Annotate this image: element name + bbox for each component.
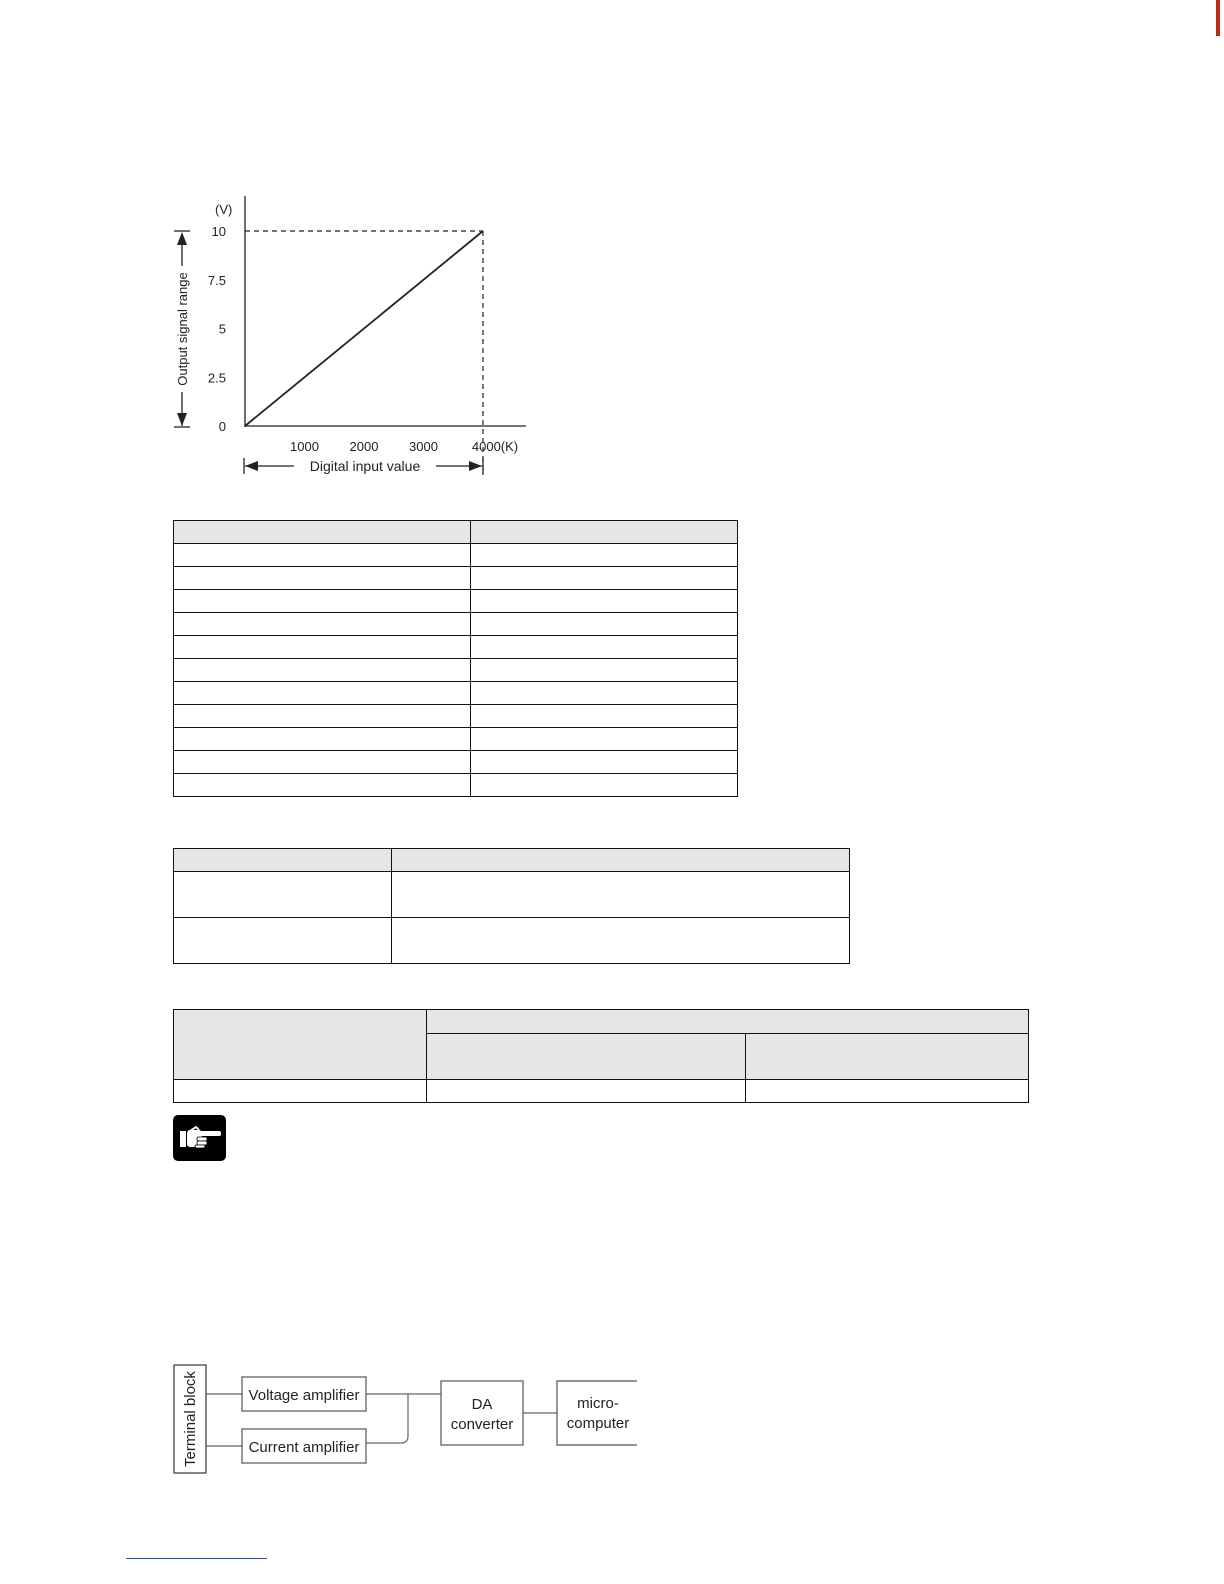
table-cell <box>174 1080 427 1103</box>
x-tick-label: 2000 <box>349 439 379 454</box>
table-cell <box>174 872 392 918</box>
table-cell <box>471 751 738 774</box>
table-cell <box>174 636 471 659</box>
table-2 <box>173 848 850 964</box>
table-cell <box>471 636 738 659</box>
x-tick-label: 1000 <box>290 439 319 454</box>
current-amplifier-label: Current amplifier <box>248 1439 360 1456</box>
table-row <box>174 636 738 659</box>
y-tick-label: 2.5 <box>207 370 226 386</box>
table-cell <box>174 918 392 964</box>
footer-link-underline <box>126 1558 267 1559</box>
table-cell <box>174 567 471 590</box>
y-tick-label: 10 <box>211 224 226 239</box>
voltage-amplifier-label: Voltage amplifier <box>248 1387 360 1404</box>
table-cell <box>471 544 738 567</box>
y-unit-label: (V) <box>215 202 233 217</box>
table-2-header-row <box>174 849 850 872</box>
table-row <box>174 728 738 751</box>
table-row <box>174 918 850 964</box>
page-edge-mark <box>1216 0 1220 36</box>
y-range-up-arrow <box>177 232 187 245</box>
table-row <box>174 590 738 613</box>
table-cell <box>174 774 471 797</box>
table-cell <box>174 544 471 567</box>
table-3-header-cell <box>174 1010 427 1080</box>
output-characteristic-chart <box>160 190 540 490</box>
y-tick-labels <box>208 224 226 434</box>
merge-connector-line <box>366 1394 408 1443</box>
x-tick-label: 4000(K) <box>471 439 519 454</box>
pointing-hand-icon <box>173 1115 226 1161</box>
y-range-down-arrow <box>177 413 187 426</box>
table-row <box>174 544 738 567</box>
da-converter-label-line1: DA <box>471 1396 493 1413</box>
table-cell <box>427 1080 746 1103</box>
table-row <box>174 705 738 728</box>
x-range-left-arrow <box>245 461 258 471</box>
microcomputer-box <box>557 1381 637 1445</box>
table-row <box>174 659 738 682</box>
x-tick-labels <box>290 439 518 454</box>
table-3-header-cell <box>427 1010 1029 1034</box>
x-axis-title: Digital input value <box>309 458 421 474</box>
table-3-header-cell <box>427 1034 746 1080</box>
table-row <box>174 682 738 705</box>
da-converter-box <box>441 1381 523 1445</box>
table-cell <box>392 872 850 918</box>
table-3-header-cell <box>746 1034 1029 1080</box>
table-2-header-cell <box>174 849 392 872</box>
table-cell <box>174 728 471 751</box>
block-diagram <box>165 1355 645 1485</box>
table-cell <box>471 567 738 590</box>
y-axis-title: Output signal range <box>175 272 190 386</box>
table-row <box>174 1080 1029 1103</box>
table-1 <box>173 520 738 797</box>
da-converter-label-line2: converter <box>450 1416 514 1433</box>
table-row <box>174 567 738 590</box>
table-cell <box>471 774 738 797</box>
table-cell <box>471 705 738 728</box>
table-cell <box>746 1080 1029 1103</box>
x-tick-label: 3000 <box>409 439 438 454</box>
microcomputer-label-line1: micro- <box>577 1395 619 1412</box>
microcomputer-label-line2: computer <box>566 1415 630 1432</box>
x-axis-title-group <box>244 458 483 474</box>
x-range-right-arrow <box>469 461 482 471</box>
y-tick-label: 5 <box>218 321 226 337</box>
table-cell <box>471 590 738 613</box>
table-cell <box>174 659 471 682</box>
table-cell <box>174 705 471 728</box>
table-cell <box>471 682 738 705</box>
table-2-header-cell <box>392 849 850 872</box>
table-cell <box>174 613 471 636</box>
table-cell <box>471 613 738 636</box>
table-row <box>174 751 738 774</box>
y-tick-label: 7.5 <box>207 272 226 288</box>
table-row <box>174 613 738 636</box>
table-row <box>174 774 738 797</box>
table-cell <box>471 659 738 682</box>
y-tick-label: 0 <box>218 419 226 434</box>
table-cell <box>392 918 850 964</box>
y-axis-title-group <box>174 231 190 427</box>
table-row <box>174 872 850 918</box>
table-cell <box>174 682 471 705</box>
table-cell <box>174 751 471 774</box>
output-series-line <box>245 231 483 426</box>
table-1-header-cell <box>174 521 471 544</box>
table-3 <box>173 1009 1029 1103</box>
table-1-header-row <box>174 521 738 544</box>
table-cell <box>174 590 471 613</box>
terminal-block-label: Terminal block <box>182 1371 199 1467</box>
table-3-header-row <box>174 1010 1029 1034</box>
table-1-header-cell <box>471 521 738 544</box>
pointing-hand-glyph <box>173 1115 226 1161</box>
table-cell <box>471 728 738 751</box>
